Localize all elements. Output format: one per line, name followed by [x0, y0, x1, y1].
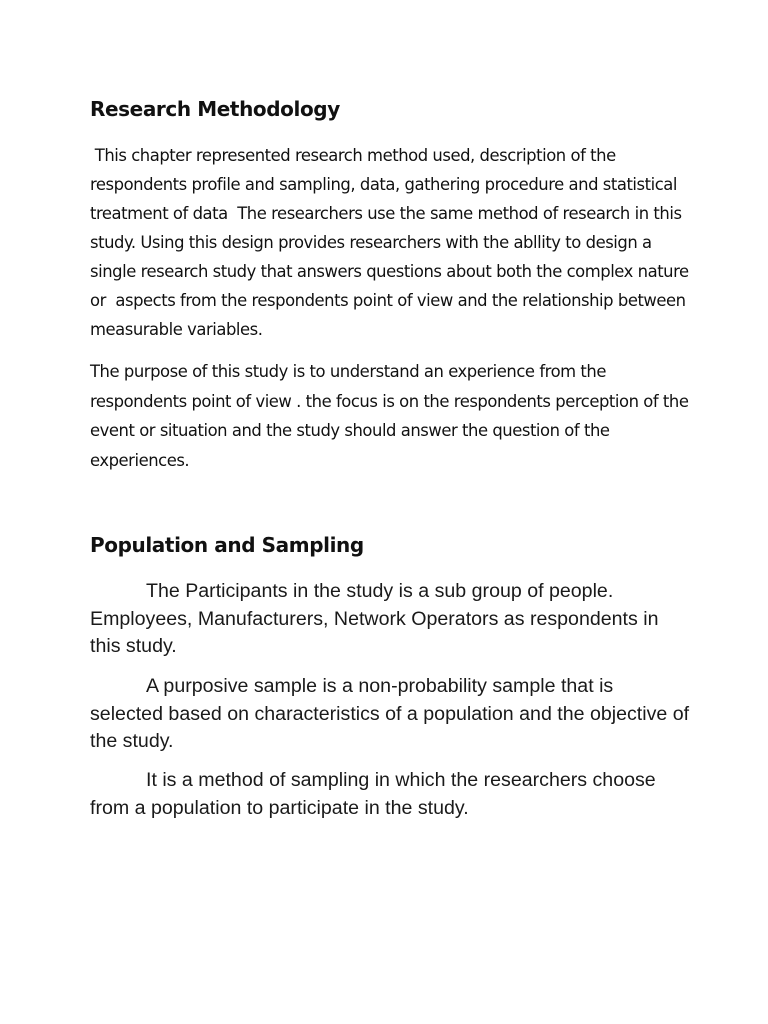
paragraph-purposive-sample: [90, 673, 690, 756]
paragraph-participants: [90, 578, 690, 661]
paragraph-purposive-sample-text: A purposive sample is a non-probability sample that is selected based on characteristics of a population and the objective of the study.: [90, 675, 690, 752]
paragraph-study-purpose: The purpose of this study is to understand an experience from the respondents point of view . the focus is on the respondents perception of the event or situation and the study should answer the question of the experiences.: [90, 362, 689, 470]
paragraph-sampling-method: [90, 767, 690, 822]
paragraph-sampling-method-text: It is a method of sampling in which the researchers choose from a population to participate in the study.: [90, 769, 656, 819]
section-heading-research-methodology: Research Methodology: [90, 97, 340, 121]
paragraph-participants-text: The Participants in the study is a sub group of people. Employees, Manufacturers, Network Operators as respondents in this study.: [90, 580, 659, 657]
section-heading-population-sampling: Population and Sampling: [90, 533, 364, 557]
paragraph-chapter-overview: This chapter represented research method used, description of the respondents profile and sampling, data, gathering procedure and statistical treatment of data The researchers use the same method of research in this study. Using this design provides researchers with the abllity to design a single research study that answers questions about both the complex nature or aspects from the respondents point of view and the relationship between measurable variables.: [90, 146, 694, 339]
